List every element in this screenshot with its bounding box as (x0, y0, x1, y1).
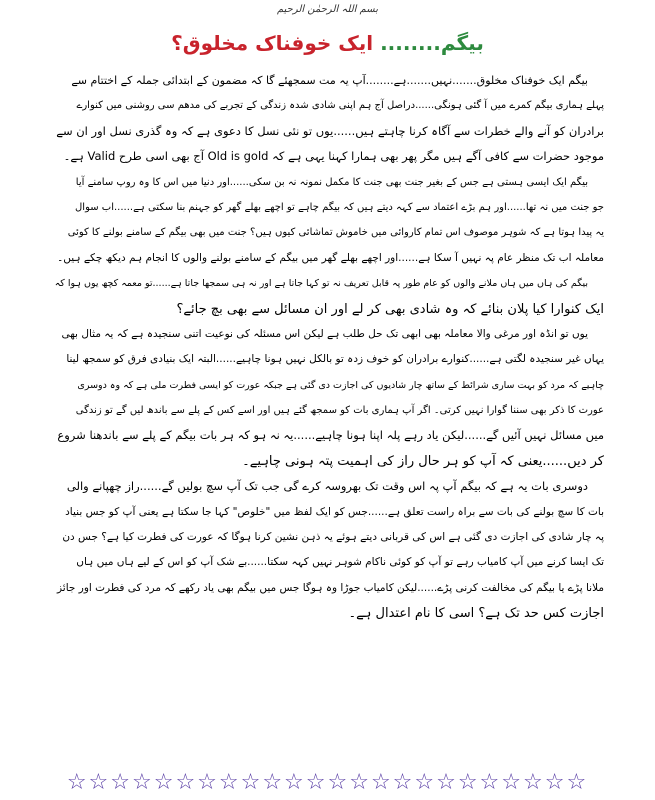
text-line: برادران کو آنے والے خطرات سے آگاہ کرنا چاہتے ہیں......یوں تو نئی نسل کا دعوی ہے کہ وہ گذری نسل اور ان سے (56, 123, 604, 138)
paragraph-1 (52, 68, 604, 170)
text-line: کر دیں......یعنی کہ آپ کو ہر حال راز کی اہمیت پتہ ہونی چاہیے۔ (242, 453, 604, 469)
text-line: بات کا سچ بولنے کی بات سے براہ راست تعلق ہے......جس کو ایک لفظ میں "خلوص" کہا جا سکتا ہے یعنی آپ کو جس بنیاد (65, 505, 604, 518)
paragraph-3 (52, 271, 604, 322)
text-line: یوں تو انڈہ اور مرغی والا معاملہ بھی ابھی تک حل طلب ہے لیکن اس مسئلہ کی نوعیت اتنی سنجیدہ ہے کہ یہ مثال بھی (61, 327, 588, 340)
text-line: بیگم ایک خوفناک مخلوق.......نہیں.......ہے........آپ یہ مت سمجھئے گا کہ مضمون کے ابتدائی جملہ کے اختتام سے (71, 74, 588, 87)
article-body (52, 68, 604, 627)
paragraph-5 (52, 474, 604, 626)
title-part-begum: بیگم........ (380, 31, 484, 55)
text-line: جو جنت میں نہ تھا......اور ہم بڑے اعتماد سے کہہ دیتے ہیں کہ بیگم چاہے تو اچھے بھلے گھر کو جہنم بنا سکتی ہے......اب سوال (75, 201, 604, 213)
text-line: بیگم کی ہاں میں ہاں ملانے والوں کو عام طور پہ قابل تعریف نہ تو کہا جاتا ہے اور نہ ہی سمجھا جاتا ہے......تو معمہ کچھ یوں ہوا کہ (54, 278, 588, 290)
article-title (0, 28, 655, 58)
text-line: میں مسائل نہیں آئیں گے......لیکن یاد رہے پلہ اپنا ہونا چاہیے......یہ نہ ہو کہ ہر بات بیگم کے پلے سے باندھنا شروع (57, 428, 604, 443)
text-line: پہ چار شادی کی اجازت دی گئی ہے اس کی قربانی دیتے ہوئے یہ ذہن نشین کرنا ہوگا کہ عورت کی فطرت کیا ہے؟ جس دن (62, 531, 604, 544)
bismillah-header: بسم اللہ الرحمٰن الرحیم (276, 4, 378, 15)
text-line: دوسری بات یہ ہے کہ بیگم آپ پہ اس وقت تک بھروسہ کرے گی جب تک آپ سچ بولیں گے......راز چھپانے والی (66, 479, 588, 494)
text-line: ایک کنوارا کیا پلان بنائے کہ وہ شادی بھی کر لے اور ان مسائل سے بھی بچ جائے؟ (176, 301, 604, 317)
text-line: اجازت کس حد تک ہے؟ اسی کا نام اعتدال ہے۔ (348, 606, 604, 622)
paragraph-2 (52, 170, 604, 272)
text-line: تک ایسا کرنے میں آپ کامیاب رہے تو آپ کو کوئی ناکام شوہر نہیں کہہ سکتا......بے شک آپ کو اس کے لیے ہاں میں ہاں (76, 556, 604, 569)
text-line: موجود حضرات سے کافی آگے ہیں مگر پھر بھی ہمارا کہنا یہی ہے کہ Old is gold آج بھی اسی طرح Valid ہے۔ (63, 149, 604, 164)
title-part-question: ایک خوفناک مخلوق؟ (171, 31, 374, 55)
paragraph-4 (52, 322, 604, 474)
text-line: پہلے ہماری بیگم کمرے میں آ گئی ہونگی......دراصل آج ہم اپنی شادی شدہ زندگی کے تجربے کی مدھم سی روشنی میں کنوارے (76, 100, 604, 112)
text-line: چاہیے کہ مرد کو بہت ساری شرائط کے ساتھ چار شادیوں کی اجازت دی گئی ہے جبکہ عورت کو ایسی فطرت ملی ہے کہ وہ دوسری (77, 379, 604, 391)
text-line: ملانا پڑے یا بیگم کی مخالفت کرنی پڑے......لیکن کامیاب جوڑا وہ ہوگا جس میں بیگم بھی یاد رکھے کہ مرد کی فطرت اور جائز (57, 581, 604, 594)
text-line: یہ پیدا ہوتا ہے کہ شوہر موصوف اس تمام کاروائی میں خاموش تماشائی کیوں ہیں؟ جنت میں بھی بیگم کے سامنے بولنے کا کوئی (67, 227, 604, 239)
text-line: بیگم ایک ایسی ہستی ہے جس کے بغیر جنت بھی جنت کا مکمل نمونہ نہ بن سکی......اور دنیا میں اس کا وہ روپ سامنے آیا (75, 176, 588, 188)
text-line: معاملہ اب تک منظر عام پہ نہیں آ سکا ہے......اور اچھے بھلے گھر میں بیگم کے سامنے بولنے والوں کا انجام ہم دیکھ چکے ہیں۔ (57, 251, 604, 264)
text-line: عورت کا ذکر بھی سننا گوارا نہیں کرتی۔ اگر آپ ہماری بات کو سمجھ گئے ہیں اور اسے کس کے پلے سے باندھ لیں گے تو زندگی (75, 405, 604, 417)
star-divider: ☆☆☆☆☆☆☆☆☆☆☆☆☆☆☆☆☆☆☆☆☆☆☆☆ (66, 770, 589, 795)
text-line: یہاں غیر سنجیدہ لگتی ہے......کنوارے برادران کو خوف زدہ تو بالکل نہیں ہونا چاہیے......البتہ ایک بنیادی فرق کو سمجھ لینا (66, 353, 604, 366)
